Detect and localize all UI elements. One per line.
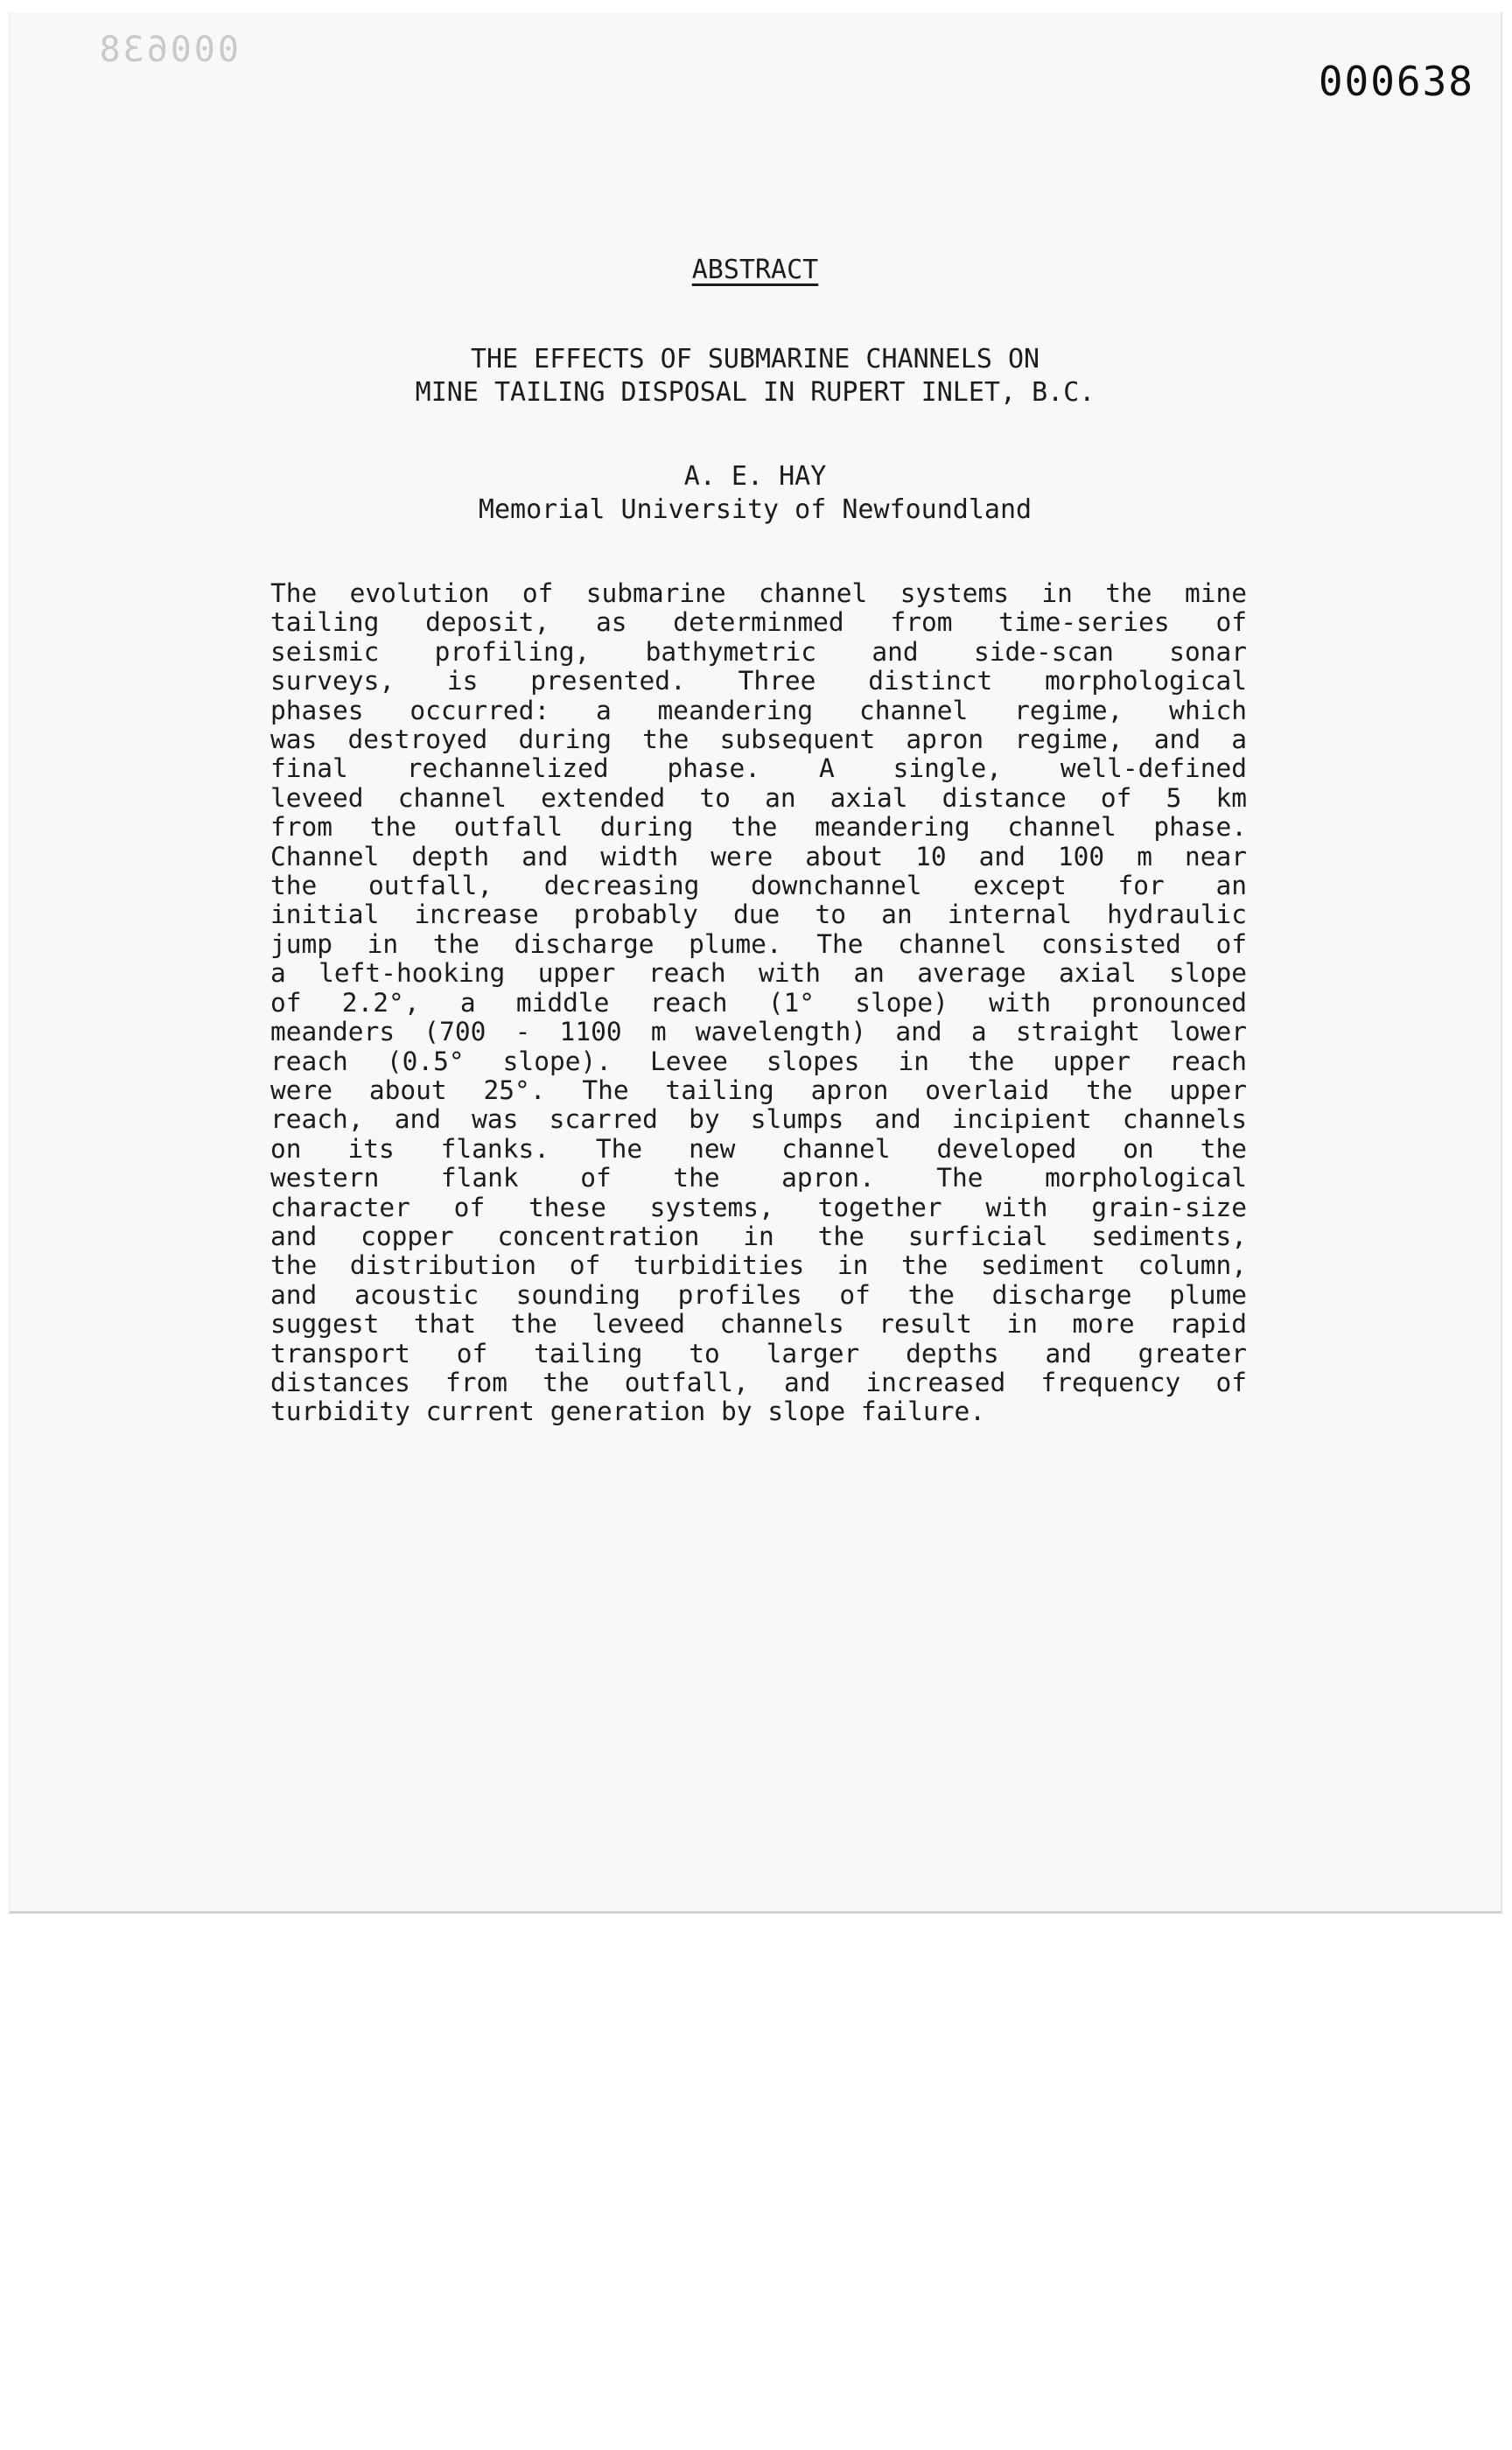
- abstract-line: jump in the discharge plume. The channel consisted of: [270, 929, 1247, 959]
- mirrored-stamp-number: 000638: [96, 30, 239, 70]
- abstract-line: Channel depth and width were about 10 and 100 m near: [270, 842, 1247, 872]
- abstract-line: meanders (700 - 1100 m wavelength) and a straight lower: [270, 1018, 1247, 1047]
- abstract-line: were about 25°. The tailing apron overlaid the upper: [270, 1075, 1247, 1105]
- abstract-line: transport of tailing to larger depths and greater: [270, 1339, 1247, 1368]
- abstract-line: western flank of the apron. The morphological: [270, 1164, 1247, 1194]
- abstract-line: final rechannelized phase. A single, well-defined: [270, 754, 1247, 784]
- abstract-heading-text: ABSTRACT: [691, 255, 819, 285]
- abstract-line: and acoustic sounding profiles of the discharge plume: [270, 1280, 1247, 1310]
- abstract-line: suggest that the leveed channels result in more rapid: [270, 1310, 1247, 1340]
- abstract-line: from the outfall during the meandering channel phase.: [270, 813, 1247, 843]
- abstract-line: the distribution of turbidities in the sediment column,: [270, 1251, 1247, 1281]
- abstract-line: surveys, is presented. Three distinct morphological: [270, 667, 1247, 696]
- abstract-line: reach, and was scarred by slumps and incipient channels: [270, 1105, 1247, 1135]
- author-block: [10, 460, 1501, 527]
- abstract-line: leveed channel extended to an axial distance of 5 km: [270, 783, 1247, 813]
- abstract-line: seismic profiling, bathymetric and side-scan sonar: [270, 637, 1247, 667]
- abstract-line: of 2.2°, a middle reach (1° slope) with pronounced: [270, 988, 1247, 1018]
- abstract-line: was destroyed during the subsequent apron regime, and a: [270, 725, 1247, 755]
- abstract-line: distances from the outfall, and increased frequency of: [270, 1368, 1247, 1397]
- author-affiliation: Memorial University of Newfoundland: [478, 494, 1032, 525]
- paper-title: [10, 343, 1501, 410]
- document-page: [9, 12, 1502, 1914]
- abstract-line: the outfall, decreasing downchannel except for an: [270, 872, 1247, 901]
- page-number: 000638: [1318, 58, 1474, 105]
- abstract-line: initial increase probably due to an internal hydraulic: [270, 900, 1247, 930]
- abstract-line: reach (0.5° slope). Levee slopes in the upper reach: [270, 1046, 1247, 1076]
- abstract-line: tailing deposit, as determinmed from time-series of: [270, 608, 1247, 638]
- abstract-line: character of these systems, together with grain-size: [270, 1193, 1247, 1222]
- paper-title-line: MINE TAILING DISPOSAL IN RUPERT INLET, B.C.: [415, 377, 1096, 408]
- abstract-line: phases occurred: a meandering channel regime, which: [270, 696, 1247, 725]
- abstract-body: [270, 579, 1247, 1427]
- abstract-heading: [10, 254, 1501, 287]
- abstract-line: a left-hooking upper reach with an average axial slope: [270, 959, 1247, 989]
- abstract-line: and copper concentration in the surficial sediments,: [270, 1222, 1247, 1251]
- abstract-line: on its flanks. The new channel developed on the: [270, 1134, 1247, 1164]
- author-name: A. E. HAY: [683, 461, 827, 492]
- paper-title-line: THE EFFECTS OF SUBMARINE CHANNELS ON: [470, 344, 1040, 374]
- abstract-line: The evolution of submarine channel systems in the mine: [270, 579, 1247, 608]
- abstract-line: turbidity current generation by slope failure.: [270, 1397, 985, 1427]
